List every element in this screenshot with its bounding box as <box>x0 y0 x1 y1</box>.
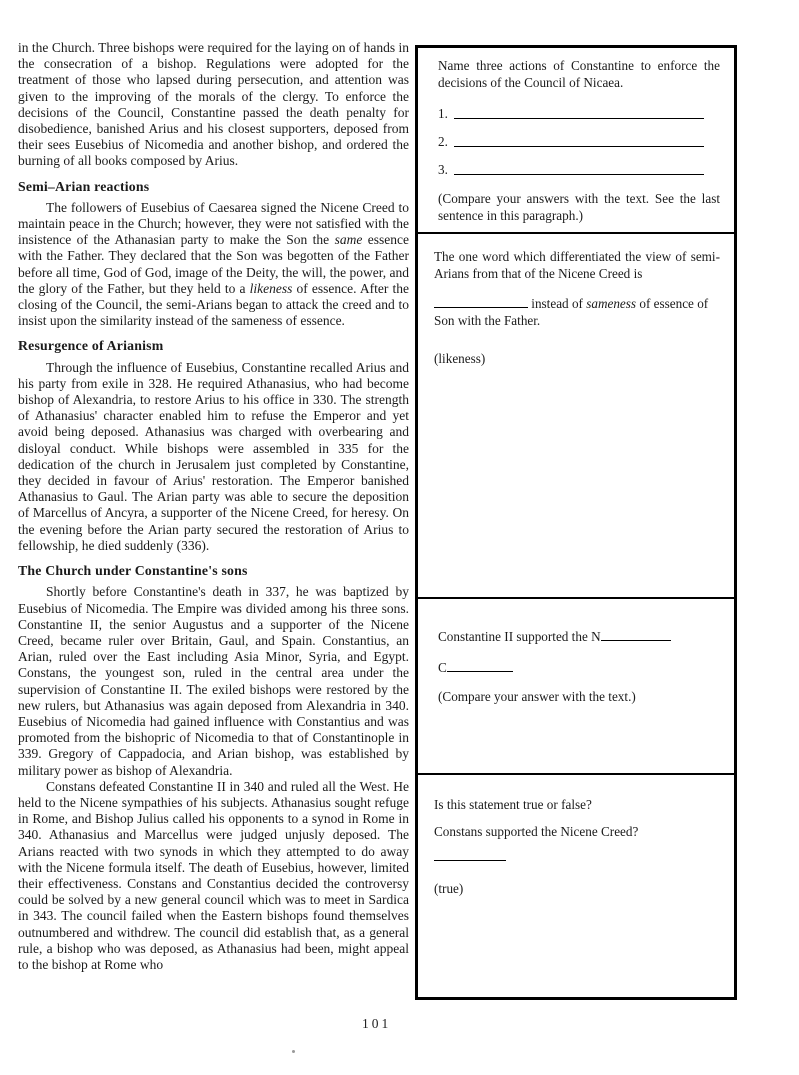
left-column <box>18 40 409 973</box>
text-segment: essence with the Father. They declared that the Son was begotten of the Father before all time, God of God, image of the Deity, the will, the power, and the glory of the Father, but they held to a <box>18 232 409 296</box>
fill-in-row-2 <box>438 134 720 150</box>
text-segment: Constantine II supported the N <box>438 629 601 644</box>
italic-word-likeness: likeness <box>249 280 293 296</box>
italic-word-same: same <box>334 232 363 248</box>
answer-blank-line <box>447 662 513 672</box>
text-segment: of essence of Son with the Father. <box>434 296 709 328</box>
paragraph-semi-arian <box>18 200 409 330</box>
fill-in-sentence <box>438 660 720 677</box>
compare-note: (Compare your answer with the text.) <box>438 689 636 704</box>
answer-blank-line <box>454 165 704 175</box>
blank-number-label: 3. <box>438 161 448 177</box>
answer-blank-line <box>434 860 506 861</box>
question-box-constantine-ii <box>418 597 734 773</box>
heading-resurgence-of-arianism: Resurgence of Arianism <box>18 338 164 354</box>
answer-key-likeness: (likeness) <box>434 351 486 366</box>
page-number: 101 <box>362 1016 392 1031</box>
answer-blank-line <box>601 631 671 641</box>
fill-in-sentence <box>438 629 720 646</box>
question-prompt: Is this statement true or false? <box>434 797 592 812</box>
paragraph-constantines-sons: Shortly before Constantine's death in 337, he was baptized by Eusebius of Nicomedia. The Empire was divided among his three sons. Constantine II, the senior Augustus and a supporter of the Nicene Creed, became ruler over Britain, Gaul, and Spain. Constantius, an Arian, ruled over the East including Asia Minor, Syria, and Egypt. Constans, the youngest son, ruled in the central area under the supervision of Constantine II. The exiled bishops were restored by the new rulers, but Athanasius was again deposed from Alexandria in 340. Eusebius of Nicomedia had gained influence with Constantius and was promoted from the bishopric of Nicomedia to that of Constantinople in 339. Gregory of Cappadocia, and Arian bishop, was established by military power as bishop of Alexandria. <box>18 584 409 778</box>
text-segment: of essence. After the closing of the Council, the semi-Arians began to attack the creed and to insist upon the similarity instead of the sameness of essence. <box>18 280 410 329</box>
blank-number-label: 1. <box>438 105 448 121</box>
paragraph-constans-defeated: Constans defeated Constantine II in 340 and ruled all the West. He held to the Nicene sympathies of his subjects. Athanasius sought refuge in Rome, and Bishop Julius called his opponents to a synod in Rome in 340. Athanasius and Marcellus were judged unjusly deposed. The Arians reacted with two synods in which they attempted to do away with the Nicene formula itself. The death of Eusebius, however, limited their effectiveness. Constans and Constantius decided the controversy could be solved by a new general council which was to meet in Sardica in 343. The council failed when the Eastern bishops found themselves outnumbered and withdrew. The council did establish that, as a general rule, a bishop who was deposed, as Athanasius had been, might appeal to the bishop at Rome who <box>18 778 409 972</box>
answer-blank-line <box>454 137 704 147</box>
statement-text: Constans supported the Nicene Creed? <box>434 823 639 839</box>
answer-blank-line <box>434 298 528 308</box>
text-segment: The followers of Eusebius of Caesarea signed the Nicene Creed to maintain peace in the Church; however, they were not satisfied with the insistence of the Athanasian party to make the Son the <box>18 199 409 248</box>
text-segment: C <box>438 659 447 675</box>
paragraph-resurgence: Through the influence of Eusebius, Constantine recalled Arius and his party from exile in 328. He required Athanasius, who had become bishop of Alexandria, to restore Arius to his office in 330. The strength of Athanasius' character enabled him to refuse the Emperor and yet avoid being deposed. Athanasius was charged with overbearing and disloyal conduct. While bishops were assembled in 335 for the dedication of the church in Jerusalem just completed by Constantine, they decided in favour of Arius' restoration. The Emperor banished Athanasius to Gaul. The Arian party was able to secure the deposition of Marcellus of Ancyra, a supporter of the Nicene Creed, for heresy. On the evening before the Arian party secured the restoration of Arius to fellowship, he died suddenly (336). <box>18 359 409 553</box>
question-box-one-word <box>418 232 734 597</box>
compare-note: (Compare your answers with the text. See the last sentence in this paragraph.) <box>438 191 720 223</box>
answer-blank-line <box>454 109 704 119</box>
question-box-true-false <box>418 773 734 997</box>
paragraph-intro-continuation: in the Church. Three bishops were required for the laying on of hands in the consecration of a bishop. Regulations were adopted for the treatment of those who lapsed during persecution, and attention was given to the improving of the morals of the clergy. To enforce the decisions of the Council, Constantine passed the death penalty for disobedience, banished Arius and his closest supporters, deposed from their sees Eusebius of Nicomedia and another bishop, and ordered the burning of all books composed by Arius. <box>18 40 409 169</box>
scan-artifact-dot <box>292 1050 295 1053</box>
italic-word-sameness: sameness <box>586 296 637 311</box>
answer-key-true: (true) <box>434 881 464 896</box>
fill-in-row-1 <box>438 106 720 122</box>
heading-church-under-constantines-sons: The Church under Constantine's sons <box>18 563 248 579</box>
question-prompt: Name three actions of Constantine to enforce the decisions of the Council of Nicaea. <box>438 58 720 90</box>
heading-semi-arian-reactions: Semi–Arian reactions <box>18 178 150 194</box>
text-segment: instead of <box>528 296 587 311</box>
question-column <box>415 45 737 1000</box>
blank-number-label: 2. <box>438 133 448 149</box>
fill-in-sentence <box>434 296 720 329</box>
fill-in-row-3 <box>438 162 720 178</box>
question-box-constantine-actions <box>418 48 734 232</box>
question-prompt: The one word which differentiated the view of semi-Arians from that of the Nicene Creed is <box>434 249 720 281</box>
